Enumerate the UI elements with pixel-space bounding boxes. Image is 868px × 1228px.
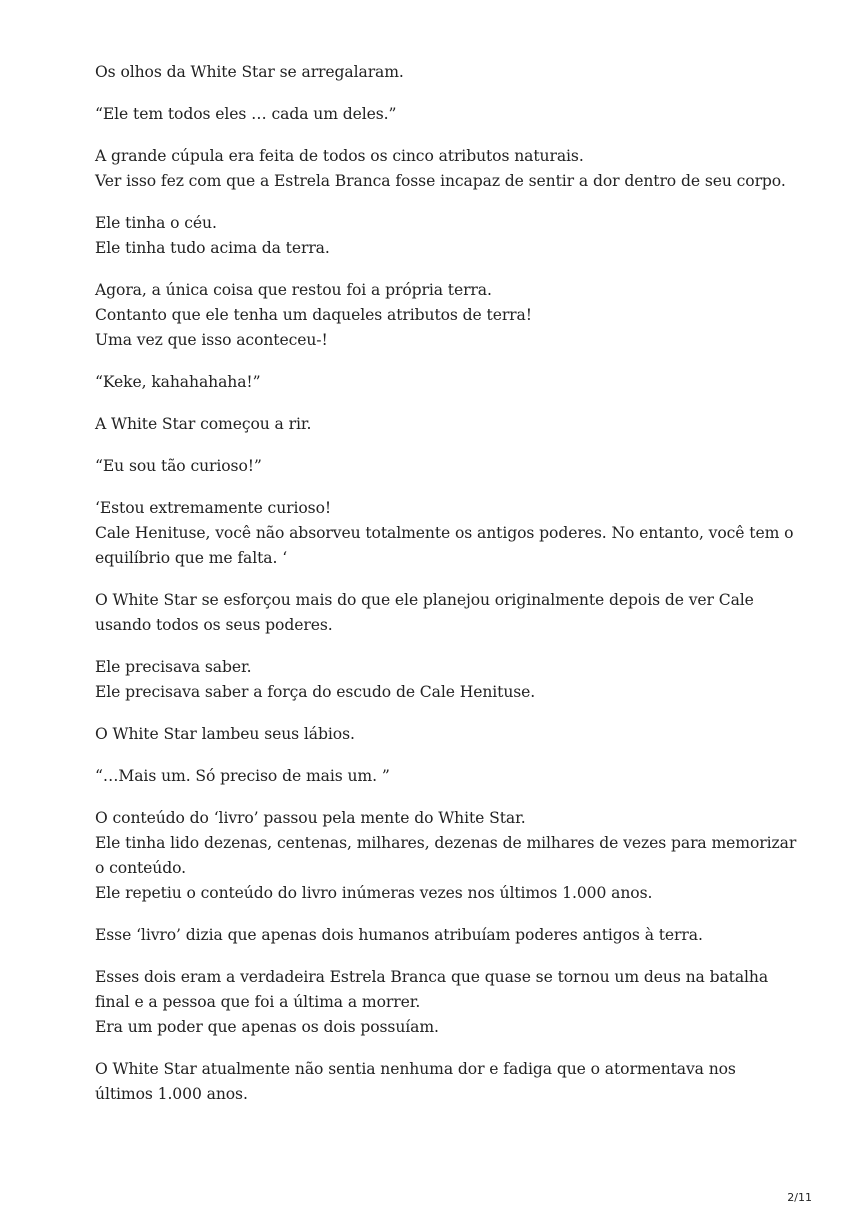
document-body xyxy=(95,60,795,1124)
text-line: Os olhos da White Star se arregalaram. xyxy=(95,63,404,81)
text-line: Era um poder que apenas os dois possuíam. xyxy=(95,1018,439,1036)
paragraph xyxy=(95,211,795,261)
paragraph xyxy=(95,496,795,571)
text-line: A White Star começou a rir. xyxy=(95,415,312,433)
text-line: Ver isso fez com que a Estrela Branca fosse incapaz de sentir a dor dentro de seu corpo. xyxy=(95,172,786,190)
text-line: O conteúdo do ‘livro’ passou pela mente do White Star. xyxy=(95,809,526,827)
text-line: últimos 1.000 anos. xyxy=(95,1085,248,1103)
paragraph xyxy=(95,412,795,437)
text-line: “…Mais um. Só preciso de mais um. ” xyxy=(95,767,390,785)
paragraph xyxy=(95,278,795,353)
paragraph xyxy=(95,722,795,747)
text-line: final e a pessoa que foi a última a morrer. xyxy=(95,993,421,1011)
text-line: Ele precisava saber. xyxy=(95,658,252,676)
paragraph xyxy=(95,923,795,948)
text-line: O White Star se esforçou mais do que ele planejou originalmente depois de ver Cale xyxy=(95,591,754,609)
paragraph xyxy=(95,144,795,194)
text-line: O White Star atualmente não sentia nenhuma dor e fadiga que o atormentava nos xyxy=(95,1060,736,1078)
text-line: Ele repetiu o conteúdo do livro inúmeras vezes nos últimos 1.000 anos. xyxy=(95,884,653,902)
text-line: usando todos os seus poderes. xyxy=(95,616,333,634)
text-line: Uma vez que isso aconteceu-! xyxy=(95,331,328,349)
text-line: Contanto que ele tenha um daqueles atributos de terra! xyxy=(95,306,532,324)
paragraph xyxy=(95,764,795,789)
text-line: “Keke, kahahahaha!” xyxy=(95,373,261,391)
text-line: o conteúdo. xyxy=(95,859,187,877)
paragraph xyxy=(95,965,795,1040)
text-line: Ele tinha lido dezenas, centenas, milhares, dezenas de milhares de vezes para memorizar xyxy=(95,834,797,852)
paragraph xyxy=(95,806,795,906)
text-line: Esse ‘livro’ dizia que apenas dois humanos atribuíam poderes antigos à terra. xyxy=(95,926,703,944)
text-line: “Eu sou tão curioso!” xyxy=(95,457,262,475)
paragraph xyxy=(95,102,795,127)
text-line: A grande cúpula era feita de todos os cinco atributos naturais. xyxy=(95,147,584,165)
text-line: Ele tinha tudo acima da terra. xyxy=(95,239,330,257)
page-number: 2/11 xyxy=(787,1191,812,1204)
text-line: Ele precisava saber a força do escudo de Cale Henituse. xyxy=(95,683,536,701)
paragraph xyxy=(95,655,795,705)
paragraph xyxy=(95,454,795,479)
paragraph xyxy=(95,588,795,638)
paragraph xyxy=(95,60,795,85)
text-line: O White Star lambeu seus lábios. xyxy=(95,725,355,743)
text-line: ‘Estou extremamente curioso! xyxy=(95,499,332,517)
text-line: Agora, a única coisa que restou foi a própria terra. xyxy=(95,281,492,299)
text-line: Ele tinha o céu. xyxy=(95,214,217,232)
paragraph xyxy=(95,370,795,395)
text-line: “Ele tem todos eles … cada um deles.” xyxy=(95,105,397,123)
text-line: Cale Henituse, você não absorveu totalmente os antigos poderes. No entanto, você tem o xyxy=(95,524,794,542)
paragraph xyxy=(95,1057,795,1107)
text-line: Esses dois eram a verdadeira Estrela Branca que quase se tornou um deus na batalha xyxy=(95,968,769,986)
text-line: equilíbrio que me falta. ‘ xyxy=(95,549,288,567)
